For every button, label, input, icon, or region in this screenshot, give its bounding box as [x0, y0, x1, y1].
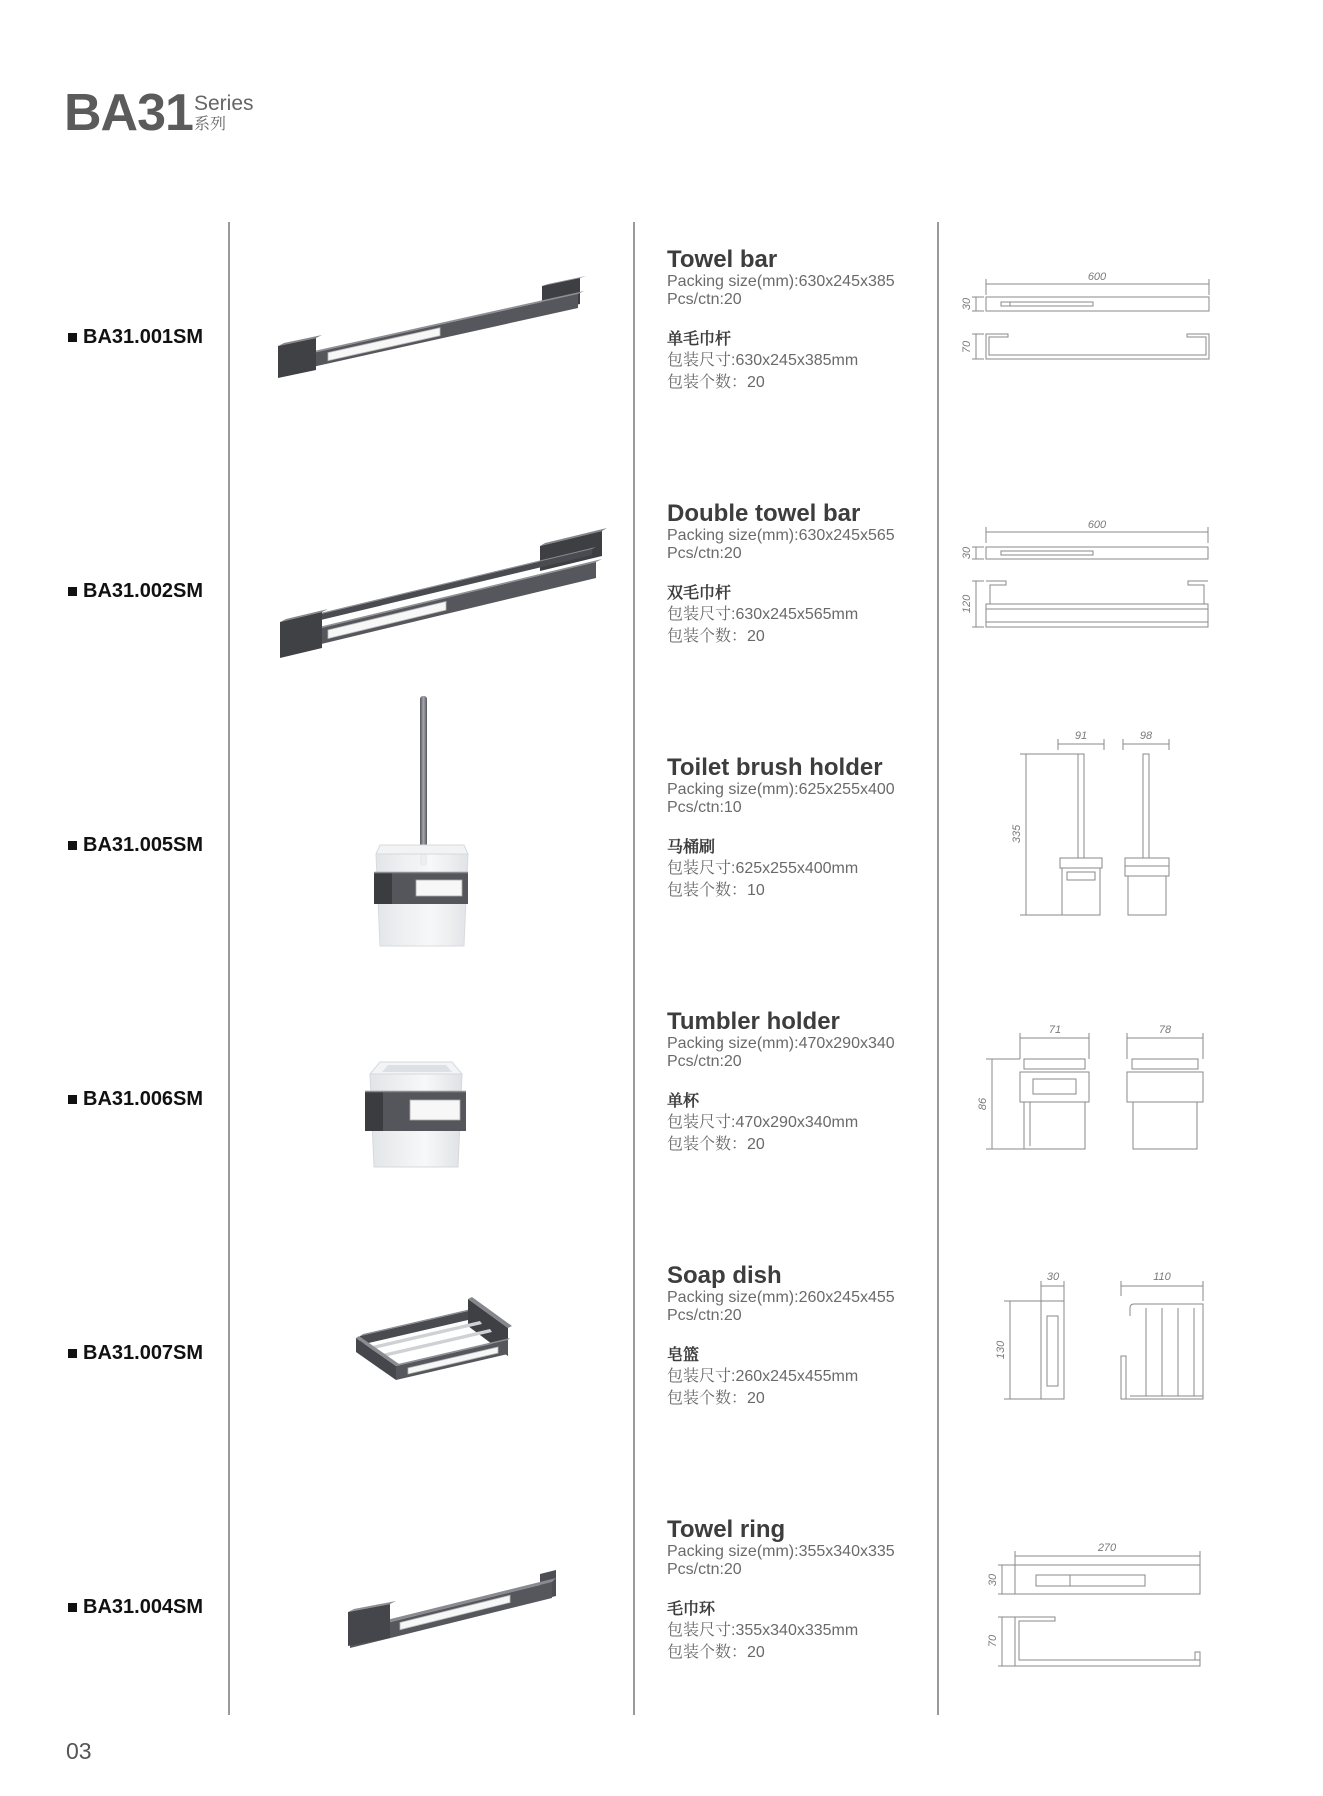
holder-band [365, 1091, 466, 1131]
product-name-cn: 单杯 [667, 1093, 700, 1110]
dimension-label: 600 [1087, 519, 1107, 531]
product-info [667, 708, 927, 962]
side-view [986, 334, 1209, 359]
product-info [667, 200, 927, 454]
dimension-depth [961, 297, 984, 311]
dimension-label: 30 [1046, 1271, 1060, 1283]
pcs-per-carton: Pcs/ctn:20 [667, 545, 742, 562]
dimension-side-width [1020, 1024, 1089, 1059]
product-row-soap-dish [0, 1216, 1323, 1470]
technical-drawing-tumbler-holder [950, 962, 1220, 1216]
product-name-en: Towel bar [667, 246, 778, 273]
packing-size-cn: 包装尺寸:260x245x455mm [667, 1368, 859, 1385]
dimension-label: 30 [961, 297, 973, 311]
packing-size-cn: 包装尺寸:470x290x340mm [667, 1114, 859, 1131]
dimension-width [1015, 1542, 1200, 1565]
front-view [1127, 1059, 1203, 1149]
front-view [1121, 1304, 1203, 1399]
left-bracket [280, 609, 328, 658]
dimension-height [961, 581, 984, 627]
packing-size: Packing size(mm):630x245x385 [667, 273, 895, 290]
bullet-square [68, 333, 77, 342]
side-view [1015, 1617, 1200, 1666]
dimension-height [987, 1617, 1015, 1666]
dimension-label: 98 [1139, 730, 1153, 742]
product-name-cn: 马桶刷 [667, 839, 716, 856]
dimension-label: 30 [987, 1573, 999, 1587]
dimension-label: 91 [1074, 730, 1088, 742]
packing-size: Packing size(mm):630x245x565 [667, 527, 895, 544]
product-code-text: BA31.005SM [83, 834, 204, 856]
side-view [1060, 754, 1102, 915]
product-code-text: BA31.006SM [83, 1088, 204, 1110]
packing-size-cn: 包装尺寸:630x245x385mm [667, 352, 859, 369]
dimension-label: 30 [961, 546, 973, 560]
dimension-depth [987, 1565, 1015, 1594]
dimension-label: 71 [1048, 1024, 1062, 1036]
product-photo-towel-ring [240, 1470, 630, 1724]
bullet-square [68, 1095, 77, 1104]
pcs-per-carton: Pcs/ctn:20 [667, 291, 742, 308]
pcs-per-carton: Pcs/ctn:10 [667, 799, 742, 816]
dimension-label: 120 [961, 594, 973, 614]
product-code-text: BA31.007SM [83, 1342, 204, 1364]
pcs-per-carton: Pcs/ctn:20 [667, 1561, 742, 1578]
product-row-double-towel-bar [0, 454, 1323, 708]
dimension-side-width [1058, 730, 1104, 750]
dimension-label: 86 [977, 1097, 989, 1111]
dimension-label: 110 [1153, 1271, 1171, 1283]
product-name-en: Double towel bar [667, 500, 861, 527]
top-view [986, 547, 1208, 559]
page-number: 03 [66, 1738, 92, 1764]
dimension-height [1011, 754, 1078, 915]
product-photo-tumbler-holder [240, 962, 630, 1216]
dimension-side-width [1041, 1271, 1064, 1301]
product-photo-double-towel-bar [240, 454, 630, 708]
dimension-width [986, 271, 1209, 295]
side-view [1020, 1059, 1089, 1149]
technical-drawing-soap-dish [950, 1216, 1220, 1470]
series-label-cn: 系列 [194, 116, 227, 133]
product-row-tumbler-holder [0, 962, 1323, 1216]
pcs-per-carton-cn: 包装个数：10 [667, 882, 765, 899]
bullet-square [68, 587, 77, 596]
side-view [1041, 1301, 1064, 1399]
product-info [667, 454, 927, 708]
pcs-per-carton-cn: 包装个数：20 [667, 1644, 765, 1661]
pcs-per-carton-cn: 包装个数：20 [667, 374, 765, 391]
front-view [1125, 754, 1169, 915]
series-code: BA31 [64, 84, 193, 142]
dimension-height [977, 1059, 1024, 1149]
dimension-label: 70 [987, 1634, 999, 1648]
product-name-cn: 毛巾环 [667, 1601, 716, 1618]
product-name-en: Towel ring [667, 1516, 786, 1543]
pcs-per-carton: Pcs/ctn:20 [667, 1307, 742, 1324]
top-view [1015, 1565, 1200, 1594]
left-bracket [278, 335, 322, 378]
product-name-en: Toilet brush holder [667, 754, 883, 781]
packing-size-cn: 包装尺寸:355x340x335mm [667, 1622, 859, 1639]
holder-band [374, 872, 468, 904]
product-name-en: Soap dish [667, 1262, 782, 1289]
product-name-cn: 单毛巾杆 [667, 331, 732, 348]
packing-size: Packing size(mm):355x340x335 [667, 1543, 895, 1560]
packing-size-cn: 包装尺寸:625x255x400mm [667, 860, 859, 877]
dimension-label: 270 [1097, 1542, 1117, 1554]
dimension-front-width [1123, 730, 1169, 750]
dimension-label: 335 [1011, 824, 1023, 844]
packing-size: Packing size(mm):260x245x455 [667, 1289, 895, 1306]
pcs-per-carton-cn: 包装个数：20 [667, 1390, 765, 1407]
packing-size-cn: 包装尺寸:630x245x565mm [667, 606, 859, 623]
product-photo-towel-bar [240, 200, 630, 454]
dimension-front-width [1121, 1271, 1203, 1301]
product-row-towel-bar [0, 200, 1323, 454]
dimension-label: 130 [995, 1340, 1007, 1360]
front-rail [288, 559, 602, 652]
technical-drawing-double-towel-bar [950, 454, 1220, 708]
product-code-text: BA31.004SM [83, 1596, 204, 1618]
product-code-text: BA31.002SM [83, 580, 204, 602]
dimension-front-width [1127, 1024, 1203, 1059]
dimension-label: 70 [961, 340, 973, 354]
pcs-per-carton-cn: 包装个数：20 [667, 1136, 765, 1153]
product-row-towel-ring [0, 1470, 1323, 1724]
dimension-height [995, 1301, 1041, 1399]
technical-drawing-toilet-brush-holder [950, 708, 1220, 962]
product-row-toilet-brush-holder [0, 708, 1323, 962]
front-rail [396, 1338, 510, 1380]
packing-size: Packing size(mm):470x290x340 [667, 1035, 895, 1052]
product-code-text: BA31.001SM [83, 326, 204, 348]
left-bracket [348, 1601, 396, 1646]
rail [290, 291, 584, 372]
product-name-cn: 双毛巾杆 [667, 585, 732, 602]
dimension-width [986, 519, 1208, 543]
technical-drawing-towel-ring [950, 1470, 1220, 1724]
product-info [667, 962, 927, 1216]
product-photo-toilet-brush-holder [240, 708, 630, 962]
pcs-per-carton: Pcs/ctn:20 [667, 1053, 742, 1070]
dimension-label: 600 [1087, 271, 1107, 283]
packing-size: Packing size(mm):625x255x400 [667, 781, 895, 798]
dimension-label: 78 [1158, 1024, 1172, 1036]
product-photo-soap-dish [240, 1216, 630, 1470]
bullet-square [68, 1603, 77, 1612]
series-label-en: Series [194, 92, 254, 115]
top-view [986, 297, 1209, 311]
product-info [667, 1216, 927, 1470]
product-info [667, 1470, 927, 1724]
pcs-per-carton-cn: 包装个数：20 [667, 628, 765, 645]
bullet-square [68, 841, 77, 850]
dimension-depth [961, 546, 984, 559]
product-name-en: Tumbler holder [667, 1008, 840, 1035]
dimension-height [961, 334, 984, 359]
brush-handle [420, 696, 427, 866]
product-name-cn: 皂篮 [667, 1347, 700, 1364]
side-view [986, 581, 1208, 627]
bullet-square [68, 1349, 77, 1358]
technical-drawing-towel-bar [950, 200, 1220, 454]
